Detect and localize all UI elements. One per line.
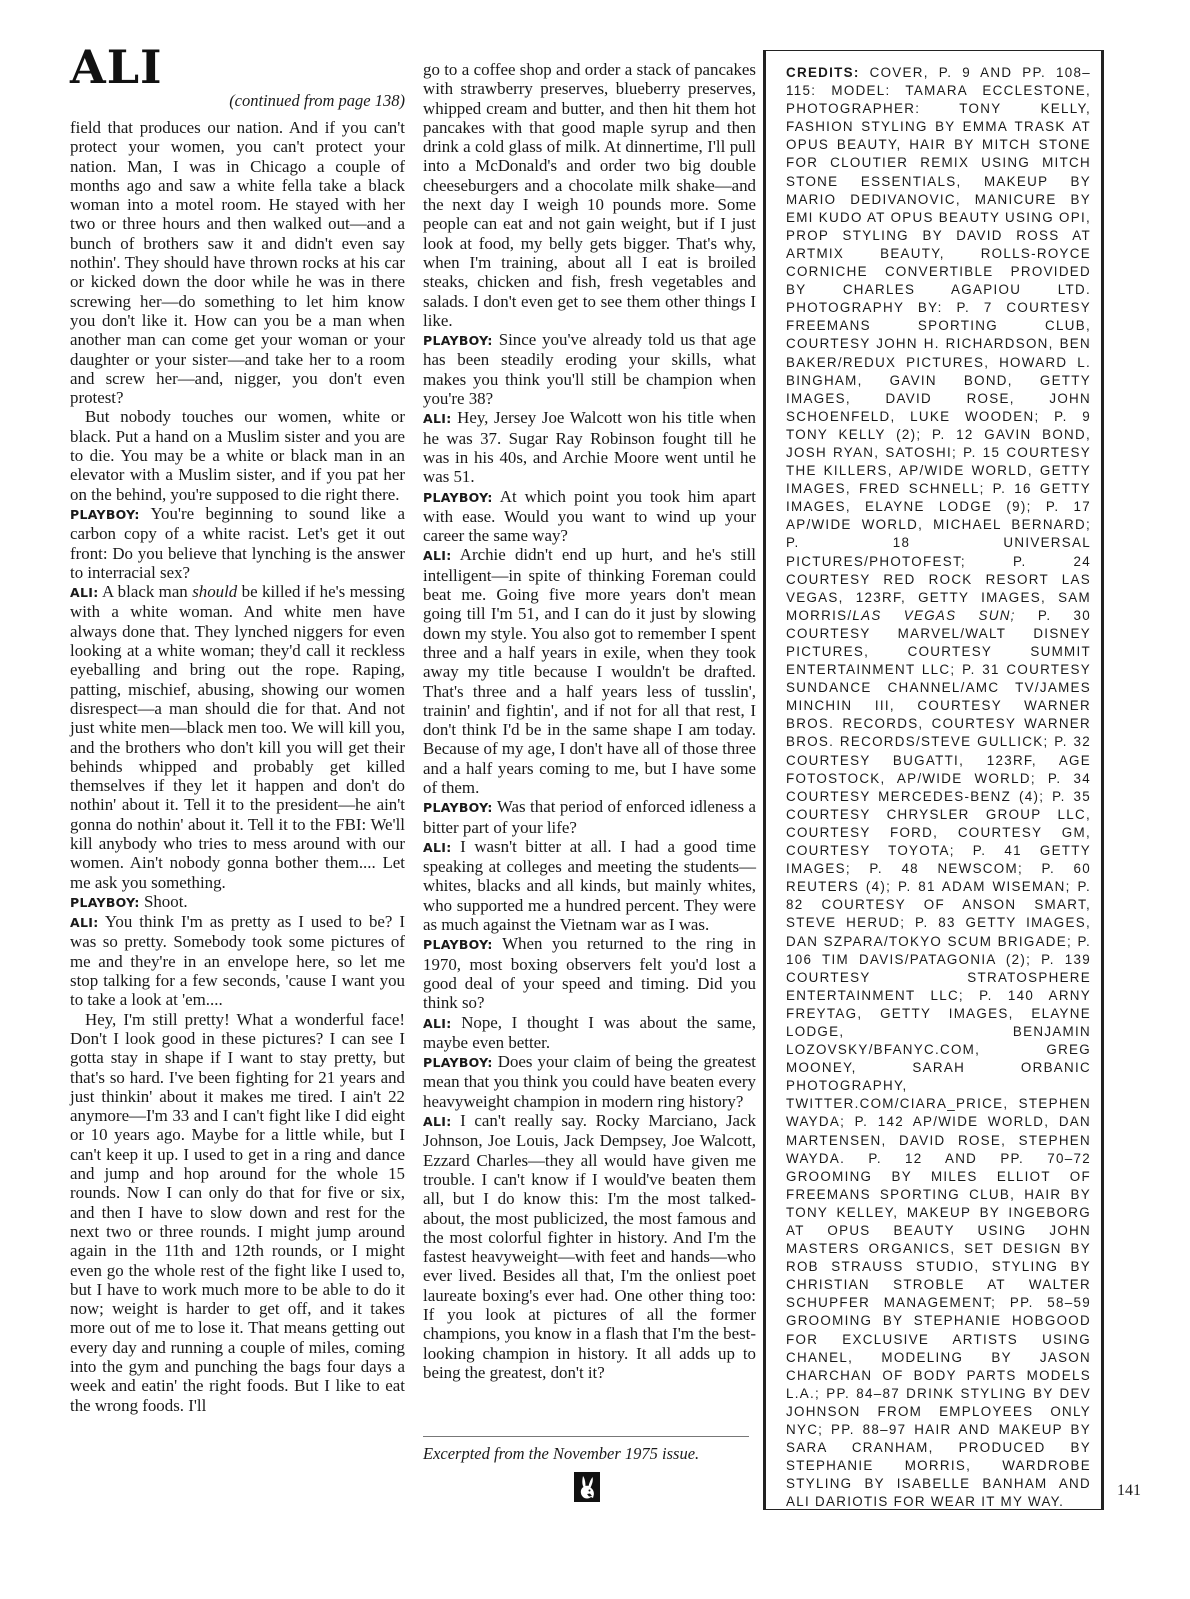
question <box>423 934 756 1012</box>
speaker-ali: ALI: <box>70 585 99 601</box>
question-text: Was that period of enforced idleness a bitter part of your life? <box>423 797 756 837</box>
question <box>423 330 756 408</box>
page-number: 141 <box>1117 1482 1141 1499</box>
answer-text: I can't really say. Rocky Marciano, Jack Johnson, Joe Louis, Jack Dempsey, Joe Walcott, Ezzard Charles—they all would have given me trouble. I can't know if I would've beaten them all, but I do know this: I'm the most talked-about, the most publicized, the most famous and the most colorful fighter in history. And I'm the fastest heavyweight—with feet and hands—who ever lived. Besides all that, I'm the onliest poet laureate boxing's ever had. One other thing too: If you look at pictures of all the former champions, you know in a flash that I'm the best-looking champion in history. It all adds up to being the greatest, don't it? <box>423 1111 756 1382</box>
question-text: Does your claim of being the greatest mean that you think you could have beaten every heavyweight champion in modern ring history? <box>423 1052 756 1111</box>
question-text: Since you've already told us that age has been steadily eroding your skills, what makes you think you'll still be champion when you're 38? <box>423 330 756 409</box>
speaker-playboy: PLAYBOY: <box>423 1055 493 1071</box>
credits-list: COVER, P. 9 AND PP. 108–115: MODEL: TAMARA ECCLESTONE, PHOTOGRAPHER: TONY KELLY, FASHION STYLING BY EMMA TRASK AT OPUS BEAUTY, HAIR BY MITCH STONE FOR CLOUTIER REMIX USING MITCH STONE ESSENTIALS, MAKEUP BY MARIO DEDIVANOVIC, MANICURE BY EMI KUDO AT OPUS BEAUTY USING OPI, PROP STYLING BY DAVID ROSS AT ARTMIX BEAUTY, ROLLS-ROYCE CORNICHE CONVERTIBLE PROVIDED BY CHARLES AGAPIOU LTD. PHOTOGRAPHY BY: P. 7 COURTESY FREEMANS SPORTING CLUB, COURTESY JOHN H. RICHARDSON, BEN BAKER/REDUX PICTURES, HOWARD L. BINGHAM, GAVIN BOND, GETTY IMAGES, DAVID ROSE, JOHN SCHOENFELD, LUKE WOODEN; P. 9 TONY KELLY (2); P. 12 GAVIN BOND, JOSH RYAN, SATOSHI; P. 15 COURTESY THE KILLERS, AP/WIDE WORLD, GETTY IMAGES, FRED SCHNELL; P. 16 GETTY IMAGES, ELAYNE LODGE (9); P. 17 AP/WIDE WORLD, MICHAEL BERNARD; P. 18 UNIVERSAL PICTURES/PHOTOFEST; P. 24 COURTESY RED ROCK RESORT LAS VEGAS, 123RF, GETTY IMAGES, SAM MORRIS/ <box>786 65 1091 623</box>
credits-box <box>763 50 1104 1510</box>
answer-text: Archie didn't end up hurt, and he's still intelligent—in spite of thinking Foreman could beat me. Going five more years don't mean going till I'm 51, and I can do it just by slowing down my style. You also got to remember I spent three and a half years in exile, when they took away my title because I wouldn't be drafted. That's three and a half years less of tusslin', trainin' and fightin', and if not for all that rest, I don't think I'd be in the same shape I am today. Because of my age, I don't have all of those three and a half years coming to me, but I have some of them. <box>423 545 756 797</box>
answer <box>423 1013 756 1053</box>
question-text: At which point you took him apart with ease. Would you want to wind up your career the same way? <box>423 486 757 546</box>
speaker-ali: ALI: <box>423 1114 452 1130</box>
paragraph: field that produces our nation. And if you can't protect your women, you can't protect your nation. Man, I was in Chicago a couple of months ago and saw a white fella take a black woman into a motel room. He stayed with her two or three hours and then walked out—and a bunch of brothers saw it and didn't even say nothin'. They should have thrown rocks at his car or kicked down the door while he was in there screwing her—do something to let him know you don't like it. How can you be a man when another man can come get your woman or your daughter or your sister—and take her to a room and screw her—and, nigger, you don't even protest? <box>70 118 405 408</box>
emphasis-text: should <box>192 582 238 602</box>
question-text: You're beginning to sound like a carbon copy of a white racist. Let's get it out front: Do you believe that lynching is the answer to interracial sex? <box>70 503 405 582</box>
speaker-ali: ALI: <box>70 915 99 931</box>
excerpt-note: Excerpted from the November 1975 issue. <box>423 1444 700 1463</box>
question <box>70 892 405 912</box>
answer-text: be killed if he's messing with a white woman. And white men have always done that. They lynched niggers for even looking at a white woman; they'd call it reckless eyeballing and bring out the rope. Raping, patting, mischief, abusing, showing our women disrespect—a man should die for that. And not just white men—black men too. We will kill you, and the brothers who don't kill you will get their behinds whipped and probably get killed themselves if they let it happen and don't do nothin' about it. Tell it to the president—he ain't gonna do nothin' about it. Tell it to the FBI: We'll kill anybody who tries to mess around with our women. Ain't nobody gonna bother them.... Let me ask you something. <box>70 582 405 892</box>
answer-text: Hey, Jersey Joe Walcott won his title when he was 37. Sugar Ray Robinson fought till he was in his 40s, and Archie Moore went until he was 51. <box>423 408 756 487</box>
question <box>70 504 405 582</box>
question-text: When you returned to the ring in 1970, most boxing observers felt you'd lost a good deal of your speed and timing. Did you think so? <box>423 934 756 1013</box>
answer-text: A black man <box>102 582 188 602</box>
answer <box>423 837 756 934</box>
question-text: Shoot. <box>143 891 188 911</box>
credits-italic: LAS VEGAS SUN; <box>852 607 1016 623</box>
paragraph: go to a coffee shop and order a stack of pancakes with strawberry preserves, blueberry preserves, whipped cream and butter, and then hit them hot pancakes with that good maple syrup and then drink a cold glass of milk. At dinnertime, I'll pull into a McDonald's and order two big double cheeseburgers and a chocolate milk shake—and the next day I weigh 10 pounds more. Some people can eat and not gain weight, but if I just look at food, my belly gets bigger. That's why, when I'm training, about all I eat is broiled steaks, chicken and fish, fresh vegetables and salads. I don't even get to see them other things I like. <box>423 60 756 330</box>
continued-note: (continued from page 138) <box>229 91 405 110</box>
speaker-ali: ALI: <box>423 411 452 427</box>
article-title: ALI <box>70 40 163 94</box>
speaker-playboy: PLAYBOY: <box>423 937 493 953</box>
article-column-2 <box>423 60 756 1382</box>
answer-text: You think I'm as pretty as I used to be? I was so pretty. Somebody took some pictures of me and they're in an envelope here, so let me stop talking for a few seconds, 'cause I want you to take a look at 'em.... <box>70 912 405 1010</box>
question <box>423 797 756 837</box>
speaker-playboy: PLAYBOY: <box>70 894 140 910</box>
speaker-playboy: PLAYBOY: <box>423 800 493 816</box>
article-column-1 <box>70 118 405 1415</box>
paragraph: Hey, I'm still pretty! What a wonderful face! Don't I look good in these pictures? I can see I gotta stay in shape if I want to stay pretty, but that's so hard. I've been fighting for 21 years and just thinkin' about it makes me tired. I ain't 22 anymore—I'm 33 and I can't fight like I did eight or 10 years ago. Maybe for a little while, but I can't keep it up. I used to get in a ring and dance and jump and hop around for the whole 15 rounds. Now I can only do that for five or six, and then I have to slow down and rest for the next two or three rounds. I might jump around again in the 11th and 12th rounds, or I might even go the whole rest of the fight like I used to, but I have to work much more to be able to do it now; weight is harder to get off, and it takes more out of me to lose it. That means getting out every day and running a couple of miles, coming into the gym and punching the bags four days a week and eatin' the right foods. But I like to eat the wrong foods. I'll <box>70 1009 405 1415</box>
answer <box>423 408 756 486</box>
speaker-ali: ALI: <box>423 548 452 564</box>
rabbit-head-logo-icon <box>574 1472 600 1502</box>
paragraph: But nobody touches our women, white or black. Put a hand on a Muslim sister and you are to die. You may be a white or black man in an elevator with a Muslim sister, and if you pat her on the behind, you're supposed to die right there. <box>70 407 405 504</box>
answer-text: Nope, I thought I was about the same, maybe even better. <box>423 1012 756 1052</box>
answer <box>423 545 756 797</box>
credits-text <box>786 64 1091 1512</box>
credits-list: P. 30 COURTESY MARVEL/WALT DISNEY PICTURES, COURTESY SUMMIT ENTERTAINMENT LLC; P. 31 COURTESY SUNDANCE CHANNEL/AMC TV/JAMES MINCHIN III, COURTESY WARNER BROS. RECORDS, COURTESY WARNER BROS. RECORDS/STEVE GULLICK; P. 32 COURTESY BUGATTI, 123RF, AGE FOTOSTOCK, AP/WIDE WORLD; P. 34 COURTESY MERCEDES-BENZ (4); P. 35 COURTESY CHRYSLER GROUP LLC, COURTESY FORD, COURTESY GM, COURTESY TOYOTA; P. 41 GETTY IMAGES; P. 48 NEWSCOM; P. 60 REUTERS (4); P. 81 ADAM WISEMAN; P. 82 COURTESY OF ANSON SMART, STEVE HERUD; P. 83 GETTY IMAGES, DAN SZPARA/TOKYO SCUM BRIGADE; P. 106 TIM DAVIS/PATAGONIA (2); P. 139 COURTESY STRATOSPHERE ENTERTAINMENT LLC; P. 140 ARNY FREYTAG, GETTY IMAGES, ELAYNE LODGE, BENJAMIN LOZOVSKY/BFANYC.COM, GREG MOONEY, SARAH ORBANIC PHOTOGRAPHY, TWITTER.COM/CIARA_PRICE, STEPHEN WAYDA; P. 142 AP/WIDE WORLD, DAN MARTENSEN, DAVID ROSE, STEPHEN WAYDA. P. 12 AND PP. 70–72 GROOMING BY MILES ELLIOT OF FREEMANS SPORTING CLUB, HAIR BY TONY KELLEY, MAKEUP BY INGEBORG AT OPUS BEAUTY USING JOHN MASTERS ORGANICS, SET DESIGN BY ROB STRAUSS STUDIO, STYLING BY CHRISTIAN STROBLE AT WALTER SCHUPFER MANAGEMENT; PP. 58–59 GROOMING BY STEPHANIE HOBGOOD FOR EXCLUSIVE ARTISTS USING CHANEL, MODELING BY JASON CHARCHAN OF BODY PARTS MODELS L.A.; PP. 84–87 DRINK STYLING BY DEV JOHNSON FROM EMPLOYEES ONLY NYC; PP. 88–97 HAIR AND MAKEUP BY SARA CRANHAM, PRODUCED BY STEPHANIE MORRIS, WARDROBE STYLING BY ISABELLE BANHAM AND ALI DARIOTIS FOR WEAR IT MY WAY. <box>786 607 1091 1510</box>
speaker-playboy: PLAYBOY: <box>423 489 493 505</box>
speaker-playboy: PLAYBOY: <box>70 506 140 522</box>
answer <box>423 1111 756 1382</box>
question <box>423 487 756 546</box>
answer <box>70 912 405 1009</box>
speaker-playboy: PLAYBOY: <box>423 333 493 349</box>
answer-text: I wasn't bitter at all. I had a good time speaking at colleges and meeting the students—whites, blacks and all kinds, but mainly whites, who supported me a hundred percent. They were as much against the Vietnam war as I was. <box>423 836 756 935</box>
question <box>423 1052 756 1111</box>
answer <box>70 582 405 892</box>
speaker-ali: ALI: <box>423 839 452 855</box>
speaker-ali: ALI: <box>423 1015 452 1031</box>
end-divider <box>423 1436 749 1437</box>
credits-label: CREDITS: <box>786 65 860 80</box>
